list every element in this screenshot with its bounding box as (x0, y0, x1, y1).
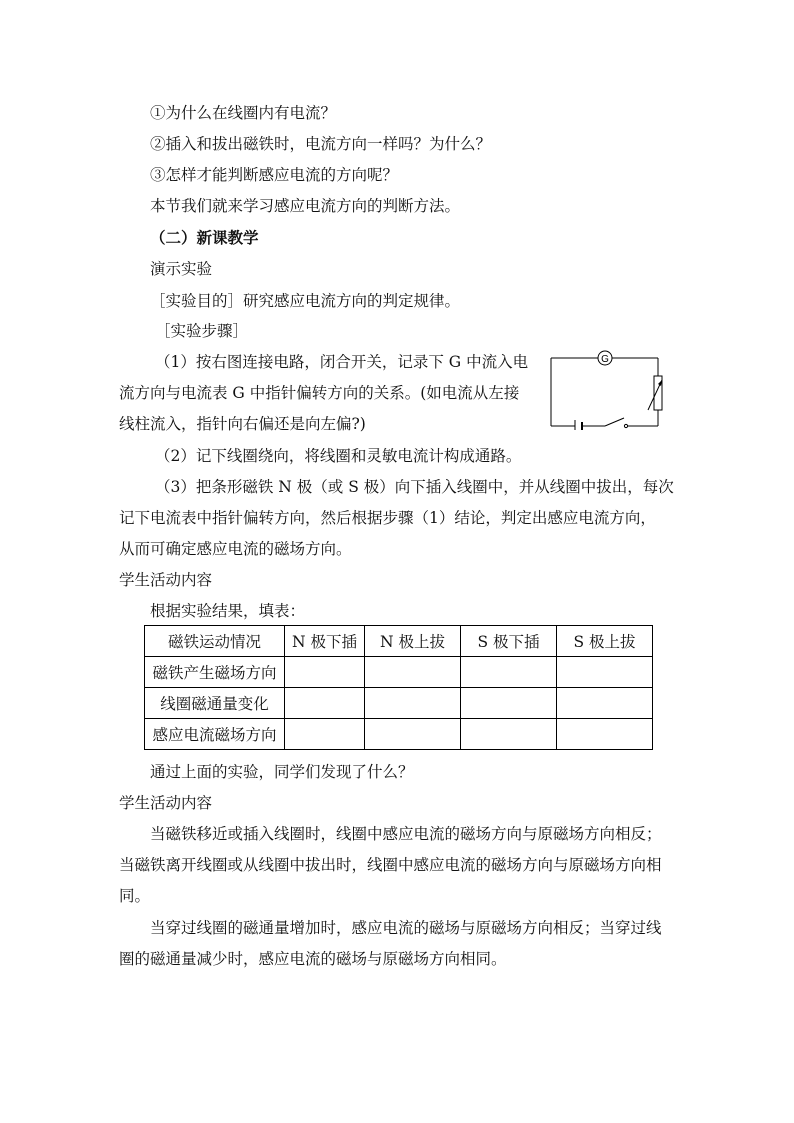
rheostat-symbol (654, 376, 662, 410)
table-blank-cell[interactable] (461, 688, 557, 719)
step3-line1: （3）把条形磁铁 N 极（或 S 极）向下插入线圈中，并从线圈中拔出，每次 (155, 478, 674, 496)
table-header-cell: N 极下插 (285, 626, 365, 657)
student-activity-title-1: 学生活动内容 (119, 571, 213, 589)
demo-title: 演示实验 (150, 260, 213, 278)
conclusion2-line1: 当穿过线圈的磁通量增加时，感应电流的磁场与原磁场方向相反；当穿过线 (150, 919, 662, 937)
question-2: ②插入和拔出磁铁时，电流方向一样吗？为什么？ (150, 135, 492, 153)
step1-line2: 流方向与电流表 G 中指针偏转方向的关系。(如电流从左接 (119, 384, 520, 402)
table-header-cell: N 极上拔 (365, 626, 461, 657)
table-blank-cell[interactable] (365, 719, 461, 750)
table-header-cell: S 极上拔 (557, 626, 653, 657)
table-row (145, 657, 653, 688)
table-row-label: 线圈磁通量变化 (145, 688, 285, 719)
step2-text: （2）记下线圈绕向，将线圈和灵敏电流计构成通路。 (155, 447, 522, 465)
table-blank-cell[interactable] (557, 719, 653, 750)
table-row (145, 719, 653, 750)
experiment-steps-title: ［实验步骤］ (155, 322, 249, 340)
student-activity-title-2: 学生活动内容 (119, 794, 213, 812)
intro-text: 本节我们就来学习感应电流方向的判断方法。 (150, 197, 461, 215)
conclusion1-line3: 同。 (119, 887, 151, 905)
table-header-row (145, 626, 653, 657)
table-blank-cell[interactable] (365, 688, 461, 719)
circuit-wires (551, 358, 658, 426)
question-3: ③怎样才能判断感应电流的方向呢？ (150, 166, 399, 184)
experiment-purpose: ［实验目的］研究感应电流方向的判定规律。 (150, 292, 461, 310)
galvanometer-label: G (601, 354, 609, 365)
table-header-cell: S 极下插 (461, 626, 557, 657)
table-blank-cell[interactable] (461, 657, 557, 688)
section-title: （二）新课教学 (150, 228, 259, 247)
switch-contact (624, 424, 627, 427)
table-row (145, 688, 653, 719)
table-blank-cell[interactable] (285, 719, 365, 750)
table-intro: 根据实验结果，填表： (150, 602, 306, 620)
question-1: ①为什么在线圈内有电流？ (150, 104, 337, 122)
results-table (144, 625, 653, 750)
conclusion2-line2: 圈的磁通量减少时，感应电流的磁场与原磁场方向相同。 (119, 950, 507, 968)
table-row-label: 磁铁产生磁场方向 (145, 657, 285, 688)
conclusion1-line2: 当磁铁离开线圈或从线圈中拔出时，线圈中感应电流的磁场方向与原磁场方向相 (119, 856, 662, 874)
switch-lever (605, 418, 624, 426)
step1-line1: （1）按右图连接电路，闭合开关，记录下 G 中流入电 (155, 353, 529, 371)
table-blank-cell[interactable] (285, 657, 365, 688)
table-blank-cell[interactable] (461, 719, 557, 750)
table-blank-cell[interactable] (557, 688, 653, 719)
table-blank-cell[interactable] (285, 688, 365, 719)
table-blank-cell[interactable] (365, 657, 461, 688)
step3-line3: 从而可确定感应电流的磁场方向。 (119, 540, 352, 558)
step3-line2: 记下电流表中指针偏转方向，然后根据步骤（1）结论，判定出感应电流方向， (119, 509, 656, 527)
step1-line3: 线柱流入，指针向右偏还是向左偏?) (119, 415, 366, 433)
conclusion1-line1: 当磁铁移近或插入线圈时，线圈中感应电流的磁场方向与原磁场方向相反； (150, 825, 662, 843)
table-row-label: 感应电流磁场方向 (145, 719, 285, 750)
table-header-cell: 磁铁运动情况 (145, 626, 285, 657)
table-blank-cell[interactable] (557, 657, 653, 688)
discovery-question: 通过上面的实验，同学们发现了什么？ (150, 763, 414, 781)
circuit-diagram (548, 350, 663, 430)
